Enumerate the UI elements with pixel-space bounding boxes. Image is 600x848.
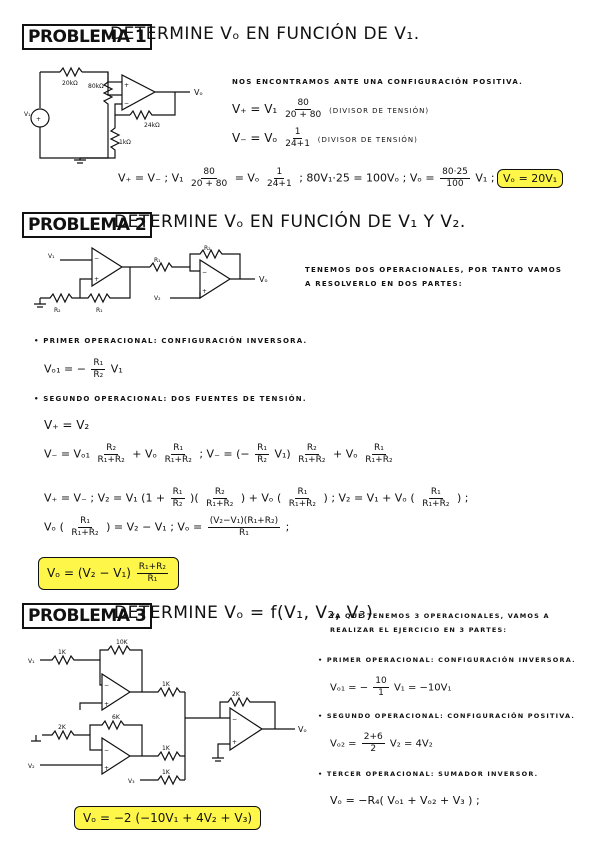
p2-result: Vₒ = (V₂ − V₁) $\frac{\text{R₁+R₂}}{\text{R₁}}$: [38, 557, 179, 590]
p2-bullet-2: • SEGUNDO OPERACIONAL: DOS FUENTES DE TENSIÓN.: [34, 395, 307, 403]
svg-text:+: +: [94, 276, 100, 283]
p3-eq-2: Vₒ₂ = $\frac{2+6}{2}$ V₂ = 4V₂: [330, 732, 433, 754]
circuit-1-r4-label: 1kΩ: [119, 139, 131, 146]
circuit-3-r3-label: 1K: [162, 681, 170, 688]
circuit-2-v2-label: V₂: [154, 295, 161, 302]
svg-text:+: +: [232, 739, 238, 746]
circuit-1-vout-label: Vₒ: [194, 88, 203, 97]
circuit-2-r2-label-a: R₂: [54, 307, 61, 314]
circuit-3-r6-label: 1K: [162, 745, 170, 752]
p3-bullet-2: • SEGUNDO OPERACIONAL: CONFIGURACIÓN POSITIVA.: [318, 712, 576, 720]
problem-1-label: PROBLEMA 1: [22, 24, 152, 50]
svg-text:−: −: [202, 269, 208, 276]
p1-eq-solution-row: V₊ = V₋ ; V₁ $\frac{80}{20 + 80}$ = Vₒ $\frac{1}{24+1}$ ; 80V₁·25 = 100Vₒ ; Vₒ = $\frac{80\cdot 25}{100}$ V₁ ;: [118, 167, 495, 189]
p2-eq-vminus: V₋ = Vₒ₁ $\frac{\text{R₂}}{\text{R₁+R₂}}$ + Vₒ $\frac{\text{R₁}}{\text{R₁+R₂}}$ ; V₋ = (− $\frac{\text{R₁}}{\text{R₂}}$ V₁) $\frac{\text{R₂}}{\text{R₁+R₂}}$ + Vₒ $\frac{\text{R₁}}{\text{R₁+R₂}}$: [44, 443, 393, 465]
circuit-1-r3-label: 24kΩ: [144, 122, 160, 129]
circuit-2-r1-label-b: R₁: [154, 257, 161, 264]
p1-note: NOS ENCONTRAMOS ANTE UNA CONFIGURACIÓN POSITIVA.: [232, 78, 523, 86]
circuit-3-r5-label: 6K: [112, 714, 120, 721]
p2-eq-vplus: V₊ = V₂: [44, 418, 90, 432]
circuit-3-r7-label: 1K: [162, 769, 170, 776]
circuit-2-r1-label-a: R₁: [96, 307, 103, 314]
problem-1-title: DETERMINE Vₒ EN FUNCIÓN DE V₁.: [110, 24, 420, 44]
p3-bullet-1: • PRIMER OPERACIONAL: CONFIGURACIÓN INVERSORA.: [318, 656, 576, 664]
p1-result: Vₒ = 20V₁: [497, 169, 563, 188]
p2-note-1: TENEMOS DOS OPERACIONALES, POR TANTO VAMOS: [305, 266, 563, 274]
svg-text:+: +: [104, 765, 110, 772]
p3-note-1: YA QUE TENEMOS 3 OPERACIONALES, VAMOS A: [330, 612, 550, 620]
circuit-1-vin-label: V₁: [24, 111, 31, 118]
p3-note-2: REALIZAR EL EJERCICIO EN 3 PARTES:: [330, 626, 508, 634]
problem-2-label: PROBLEMA 2: [22, 212, 152, 238]
p2-eq-long: V₊ = V₋ ; V₂ = V₁ (1 + $\frac{\text{R₁}}{\text{R₂}}$ )( $\frac{\text{R₂}}{\text{R₁+R₂}}$ ) + Vₒ ( $\frac{\text{R₁}}{\text{R₁+R₂}}$ ) ; V₂ = V₁ + Vₒ ( $\frac{\text{R₁}}{\text{R₁+R₂}}$ ) ;: [44, 487, 469, 509]
problem-3-label: PROBLEMA 3: [22, 603, 152, 629]
p2-bullet-1: • PRIMER OPERACIONAL: CONFIGURACIÓN INVERSORA.: [34, 337, 308, 345]
circuit-1-diagram: [24, 60, 210, 165]
circuit-3-diagram: [30, 640, 310, 790]
svg-text:−: −: [94, 255, 100, 262]
circuit-3-r4-label: 2K: [58, 724, 66, 731]
svg-text:+: +: [202, 288, 208, 295]
circuit-2-v1-label: V₁: [48, 253, 55, 260]
svg-text:+: +: [36, 116, 42, 123]
circuit-3-v2-label: V₂: [28, 763, 35, 770]
circuit-1-r2-label: 80kΩ: [88, 83, 104, 90]
circuit-3-r8-label: 2K: [232, 691, 240, 698]
svg-text:+: +: [104, 701, 110, 708]
svg-text:−: −: [124, 100, 130, 107]
p2-eq-solve: Vₒ ( $\frac{\text{R₁}}{\text{R₁+R₂}}$ ) = V₂ − V₁ ; Vₒ = $\frac{\text{(V₂−V₁)(R₁+R₂)}}{\text{R₁}}$ ;: [44, 516, 290, 538]
circuit-3-v1-label: V₁: [28, 658, 35, 665]
svg-text:−: −: [104, 682, 110, 689]
svg-text:−: −: [232, 716, 238, 723]
circuit-3-v3-label: V₃: [128, 778, 135, 785]
p2-eq-vo1: Vₒ₁ = − $\frac{\text{R₁}}{\text{R₂}}$ V₁: [44, 358, 123, 380]
p1-eq-vplus: V₊ = V₁ $\frac{80}{20 + 80}$ (DIVISOR DE TENSIÓN): [232, 98, 430, 120]
circuit-3-r1-label: 1K: [58, 649, 66, 656]
circuit-2-r2-label-b: R₂: [204, 245, 211, 252]
p3-bullet-3: • TERCER OPERACIONAL: SUMADOR INVERSOR.: [318, 770, 539, 778]
svg-text:−: −: [104, 747, 110, 754]
p3-result: Vₒ = −2 (−10V₁ + 4V₂ + V₃): [74, 806, 261, 830]
p2-note-2: A RESOLVERLO EN DOS PARTES:: [305, 280, 463, 288]
circuit-2-vout-label: Vₒ: [259, 275, 268, 284]
circuit-2-diagram: [30, 246, 280, 321]
circuit-1-r1-label: 20kΩ: [62, 80, 78, 87]
p3-eq-1: Vₒ₁ = − $\frac{10}{1}$ V₁ = −10V₁: [330, 676, 452, 698]
p3-eq-3: Vₒ = −R₄( Vₒ₁ + Vₒ₂ + V₃ ) ;: [330, 794, 480, 807]
svg-text:+: +: [124, 82, 130, 89]
problem-3-title: DETERMINE Vₒ = f(V₁, V₂, V₃): [114, 603, 374, 623]
circuit-3-r2-label: 10K: [116, 639, 128, 646]
problem-2-title: DETERMINE Vₒ EN FUNCIÓN DE V₁ Y V₂.: [114, 212, 466, 232]
p1-eq-vminus: V₋ = Vₒ $\frac{1}{24+1}$ (DIVISOR DE TENSIÓN): [232, 127, 418, 149]
circuit-3-vout-label: Vₒ: [298, 725, 307, 734]
